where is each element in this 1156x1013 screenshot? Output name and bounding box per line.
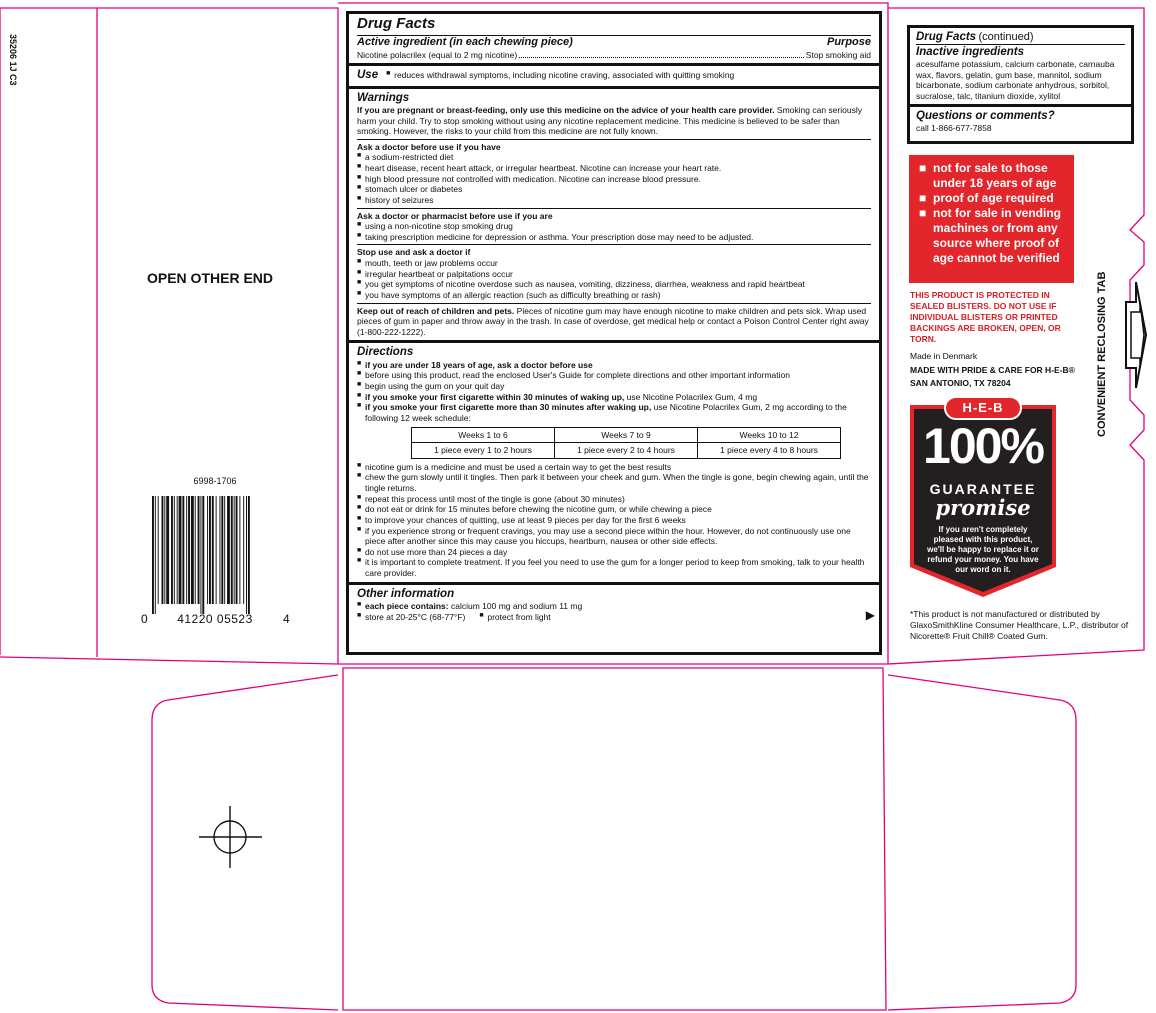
blister-warning: THIS PRODUCT IS PROTECTED IN SEALED BLISTERS. DO NOT USE IF INDIVIDUAL BLISTERS OR PRINTED BACKINGS ARE BROKEN, OPEN, OR TORN. (910, 290, 1061, 345)
questions-heading: Questions or comments? (916, 109, 1055, 122)
drug-facts-panel (346, 11, 882, 655)
upc-left-digit: 0 (141, 612, 148, 626)
heb-logo: H-E-B (962, 400, 1004, 415)
barcode-bar (177, 496, 178, 604)
schedule-header: Weeks 10 to 12 (698, 427, 841, 443)
pregnancy-warning: If you are pregnant or breast-feeding, only use this medicine on the advice of your health care provider. Smoking can seriously harm your child. Try to stop smoking without using any nicotine replacement medicine. This medicine is believed to be safer than smoking. However, the risks to your child from this medicine are not fully known. (357, 104, 862, 137)
age-restriction-item: ■ not for sale to those under 18 years of age (919, 161, 1068, 191)
use-text: ■ reduces withdrawal symptoms, including nicotine craving, associated with quitting smoking (386, 70, 734, 81)
upc-digits: 41220 05523 (177, 612, 253, 626)
stop-use-item: ■ irregular heartbeat or palpitations occur (357, 269, 871, 280)
guarantee-text: If you aren't completely pleased with this product, we'll be happy to replace it or refund your money. You have our word on it. (927, 525, 1039, 574)
ask-pharmacist-item: ■ taking prescription medicine for depression or asthma. Your prescription dose may need to be adjusted. (357, 232, 871, 243)
barcode-bar (166, 496, 169, 604)
barcode-bar (155, 496, 156, 614)
schedule-header: Weeks 7 to 9 (555, 427, 698, 443)
barcode-bar (234, 496, 235, 604)
barcode-bar (186, 496, 187, 604)
direction-item: ■ if you are under 18 years of age, ask a doctor before use (357, 360, 871, 371)
stop-use-item: ■ mouth, teeth or jaw problems occur (357, 258, 871, 269)
dosing-schedule-table (411, 427, 841, 459)
city: SAN ANTONIO, TX 78204 (910, 378, 1011, 388)
barcode-bar (209, 496, 211, 604)
open-other-end: OPEN OTHER END (146, 270, 273, 286)
barcode-bar (212, 496, 214, 604)
other-info-item: ■ each piece contains: calcium 100 mg and sodium 11 mg (357, 601, 871, 612)
direction-item: ■ do not eat or drink for 15 minutes before chewing the nicotine gum, or while chewing a piece (357, 504, 871, 515)
direction-item: ■ chew the gum slowly until it tingles. Then park it between your cheek and gum. When the tingle is gone, begin chewing again, until the tingle returns. (357, 472, 871, 493)
direction-item: ■ nicotine gum is a medicine and must be used a certain way to get the best results (357, 462, 871, 473)
made-with-pride: MADE WITH PRIDE & CARE FOR H-E-B® (910, 365, 1075, 375)
barcode-bar (200, 496, 201, 614)
schedule-value: 1 piece every 2 to 4 hours (555, 443, 698, 459)
barcode-bar (195, 496, 196, 604)
drug-facts-title: Drug Facts (357, 15, 436, 32)
lot-code: 35206 1J C3 (8, 34, 18, 86)
continued-title: Drug Facts (916, 31, 977, 43)
direction-item: ■ begin using the gum on your quit day (357, 381, 871, 392)
barcode-bar (174, 496, 175, 604)
ask-doctor-heading: Ask a doctor before use if you have (357, 141, 501, 152)
stop-use-item: ■ you have symptoms of an allergic reaction (such as difficulty breathing or rash) (357, 290, 871, 301)
other-info-item: ■ protect from light (479, 612, 550, 623)
direction-item: ■ repeat this process until most of the tingle is gone (about 30 minutes) (357, 494, 871, 505)
ask-doctor-item: ■ heart disease, recent heart attack, or irregular heartbeat. Nicotine can increase your heart rate. (357, 163, 871, 174)
barcode-bar (171, 496, 173, 604)
direction-item: ■ before using this product, read the enclosed User's Guide for complete directions and other important information (357, 370, 871, 381)
promise-word: promise (935, 495, 1031, 520)
active-ingredient-heading: Active ingredient (in each chewing piece) (357, 35, 573, 48)
barcode-bar (231, 496, 233, 604)
barcode-bar (239, 496, 240, 604)
direction-item: ■ it is important to complete treatment. If you feel you need to use the gum for a longer period to keep from smoking, talk to your health care provider. (357, 557, 871, 578)
schedule-header: Weeks 1 to 6 (412, 427, 555, 443)
guarantee-percent: 100% (923, 418, 1043, 474)
warnings-heading: Warnings (357, 91, 410, 104)
ask-doctor-item: ■ history of seizures (357, 195, 871, 206)
barcode (152, 496, 276, 614)
other-info-heading: Other information (357, 587, 455, 600)
reclosing-tab-label: CONVENIENT RECLOSING TAB (1096, 271, 1108, 437)
continued-suffix: (continued) (978, 31, 1034, 43)
guarantee-badge (910, 397, 1056, 597)
ask-pharmacist-heading: Ask a doctor or pharmacist before use if you are (357, 210, 553, 221)
barcode-bar (248, 496, 250, 614)
barcode-bar (246, 496, 247, 614)
barcode-bar (188, 496, 190, 604)
stop-use-heading: Stop use and ask a doctor if (357, 247, 471, 258)
active-ingredient: Nicotine polacrilex (equal to 2 mg nicotine) (357, 49, 518, 60)
barcode-bar (207, 496, 208, 604)
age-restriction-box (909, 155, 1074, 283)
barcode-bar (162, 496, 164, 604)
other-info-item: ■ store at 20-25°C (68-77°F) (357, 612, 465, 623)
ask-doctor-item: ■ high blood pressure not controlled with medication. Nicotine can increase blood pressure. (357, 174, 871, 185)
inactive-ingredients: acesulfame potassium, calcium carbonate, carnauba wax, flavors, gelatin, gum base, mannitol, sodium bicarbonate, sodium carbonate anhydrous, sorbitol, sucralose, talc, titanium dioxide, xylitol (916, 59, 1115, 101)
barcode-bar (198, 496, 200, 604)
purpose: Stop smoking aid (805, 49, 871, 60)
schedule-value: 1 piece every 1 to 2 hours (412, 443, 555, 459)
purpose-heading: Purpose (826, 35, 871, 48)
drug-facts-continued-panel (907, 25, 1134, 144)
barcode-bar (236, 496, 238, 604)
barcode-bar (164, 496, 165, 604)
continued-arrow-icon: ▶ (865, 608, 875, 623)
registration-mark (199, 806, 262, 868)
age-restriction-item: ■ not for sale in vending machines or from any source where proof of age cannot be verified (919, 206, 1068, 266)
barcode-bar (191, 496, 194, 604)
keep-out-of-reach: Keep out of reach of children and pets. Pieces of nicotine gum may have enough nicotine to make children and pets sick. Wrap used pieces of gum in paper and throw away in the trash. In case of overdose, get medical help or contact a Poison Control Center right away (1-800-222-1222). (357, 303, 871, 338)
ask-doctor-item: ■ stomach ulcer or diabetes (357, 184, 871, 195)
directions-heading: Directions (357, 346, 414, 359)
barcode-bar (182, 496, 184, 604)
use-heading: Use (357, 69, 379, 82)
inactive-heading: Inactive ingredients (916, 46, 1025, 59)
questions-phone: call 1-866-677-7858 (916, 122, 992, 133)
guarantee-word: GUARANTEE (929, 481, 1037, 497)
ask-doctor-item: ■ a sodium-restricted diet (357, 152, 871, 163)
barcode-bar (158, 496, 159, 604)
direction-item: ■ if you smoke your first cigarette more than 30 minutes after waking up, use Nicotine Polacrilex Gum, 2 mg according to the following 12 week schedule: (357, 402, 871, 423)
direction-item: ■ if you smoke your first cigarette within 30 minutes of waking up, use Nicotine Polacrilex Gum, 4 mg (357, 392, 871, 403)
barcode-bar (179, 496, 182, 604)
ask-pharmacist-item: ■ using a non-nicotine stop smoking drug (357, 221, 871, 232)
barcode-bar (152, 496, 154, 614)
item-number: 6998-1706 (193, 476, 237, 486)
direction-item: ■ do not use more than 24 pieces a day (357, 547, 871, 558)
glaxo-disclaimer: *This product is not manufactured or distributed by GlaxoSmithKline Consumer Healthcare, L.P., distributor of Nicorette® Fruit Chill® Coated Gum. (910, 609, 1129, 642)
schedule-value: 1 piece every 4 to 8 hours (698, 443, 841, 459)
upc-right-digit: 4 (283, 612, 290, 626)
direction-item: ■ if you experience strong or frequent cravings, you may use a second piece within the hour. However, do not continuously use one piece after another since this may cause you hiccups, heartburn, nausea or other side effects. (357, 526, 871, 547)
barcode-bar (216, 496, 217, 604)
age-restriction-item: ■ proof of age required (919, 191, 1068, 206)
reclosing-arrow-icon (1122, 280, 1148, 390)
barcode-bar (224, 496, 225, 604)
direction-item: ■ to improve your chances of quitting, use at least 9 pieces per day for the first 6 weeks (357, 515, 871, 526)
barcode-bar (221, 496, 223, 604)
barcode-bar (219, 496, 220, 604)
barcode-bar (243, 496, 244, 604)
barcode-bar (202, 496, 204, 614)
stop-use-item: ■ you get symptoms of nicotine overdose such as nausea, vomiting, dizziness, diarrhea, weakness and rapid heartbeat (357, 279, 871, 290)
barcode-bar (227, 496, 230, 604)
made-in: Made in Denmark (910, 351, 978, 361)
